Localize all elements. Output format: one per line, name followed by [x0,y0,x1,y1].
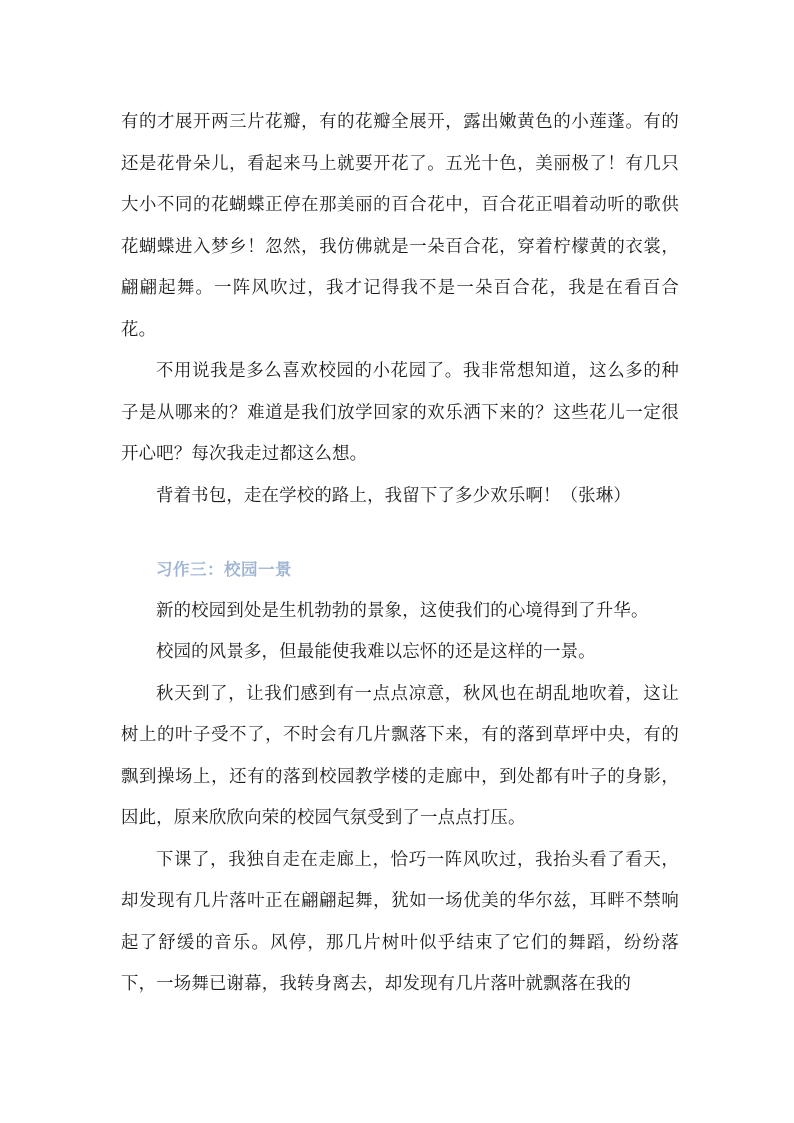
section-spacer [121,517,679,549]
paragraph-falling-leaves: 下课了，我独自走在走廊上，恰巧一阵风吹过，我抬头看了看天，却发现有几片落叶正在翩翩起舞，犹如一场优美的华尔兹，耳畔不禁响起了舒缓的音乐。风停，那几片树叶似乎结束了它们的舞蹈，纷纷落下，一场舞已谢幕，我转身离去，却发现有几片落叶就飘落在我的 [121,849,679,994]
paragraph-autumn: 秋天到了，让我们感到有一点点凉意，秋风也在胡乱地吹着，这让树上的叶子受不了，不时会有几片飘落下来，有的落到草坪中央，有的飘到操场上，还有的落到校园教学楼的走廊中，到处都有叶子的身影，因此，原来欣欣向荣的校园气氛受到了一点点打压。 [121,683,679,828]
paragraph-garden-love: 不用说我是多么喜欢校园的小花园了。我非常想知道，这么多的种子是从哪来的？难道是我们放学回家的欢乐洒下来的？这些花儿一定很开心吧？每次我走过都这么想。 [121,361,679,464]
paragraph-school-road: 背着书包，走在学校的路上，我留下了多少欢乐啊！（张琳） [156,485,631,506]
section-title: 习作三：校园一景 [156,560,292,579]
paragraph-campus-scenery: 校园的风景多，但最能使我难以忘怀的还是这样的一景。 [156,642,596,662]
paragraph-new-campus: 新的校园到处是生机勃勃的景象，这使我们的心境得到了升华。 [156,600,649,621]
document-body [121,102,679,1006]
paragraph-lotus-lily: 有的才展开两三片花瓣，有的花瓣全展开，露出嫩黄色的小莲蓬。有的还是花骨朵儿，看起来马上就要开花了。五光十色，美丽极了！有几只大小不同的花蝴蝶正停在那美丽的百合花中，百合花正唱着动听的歌供花蝴蝶进入梦乡！忽然，我仿佛就是一朵百合花，穿着柠檬黄的衣裳，翩翩起舞。一阵风吹过，我才记得我不是一朵百合花，我是在看百合花。 [121,112,679,340]
